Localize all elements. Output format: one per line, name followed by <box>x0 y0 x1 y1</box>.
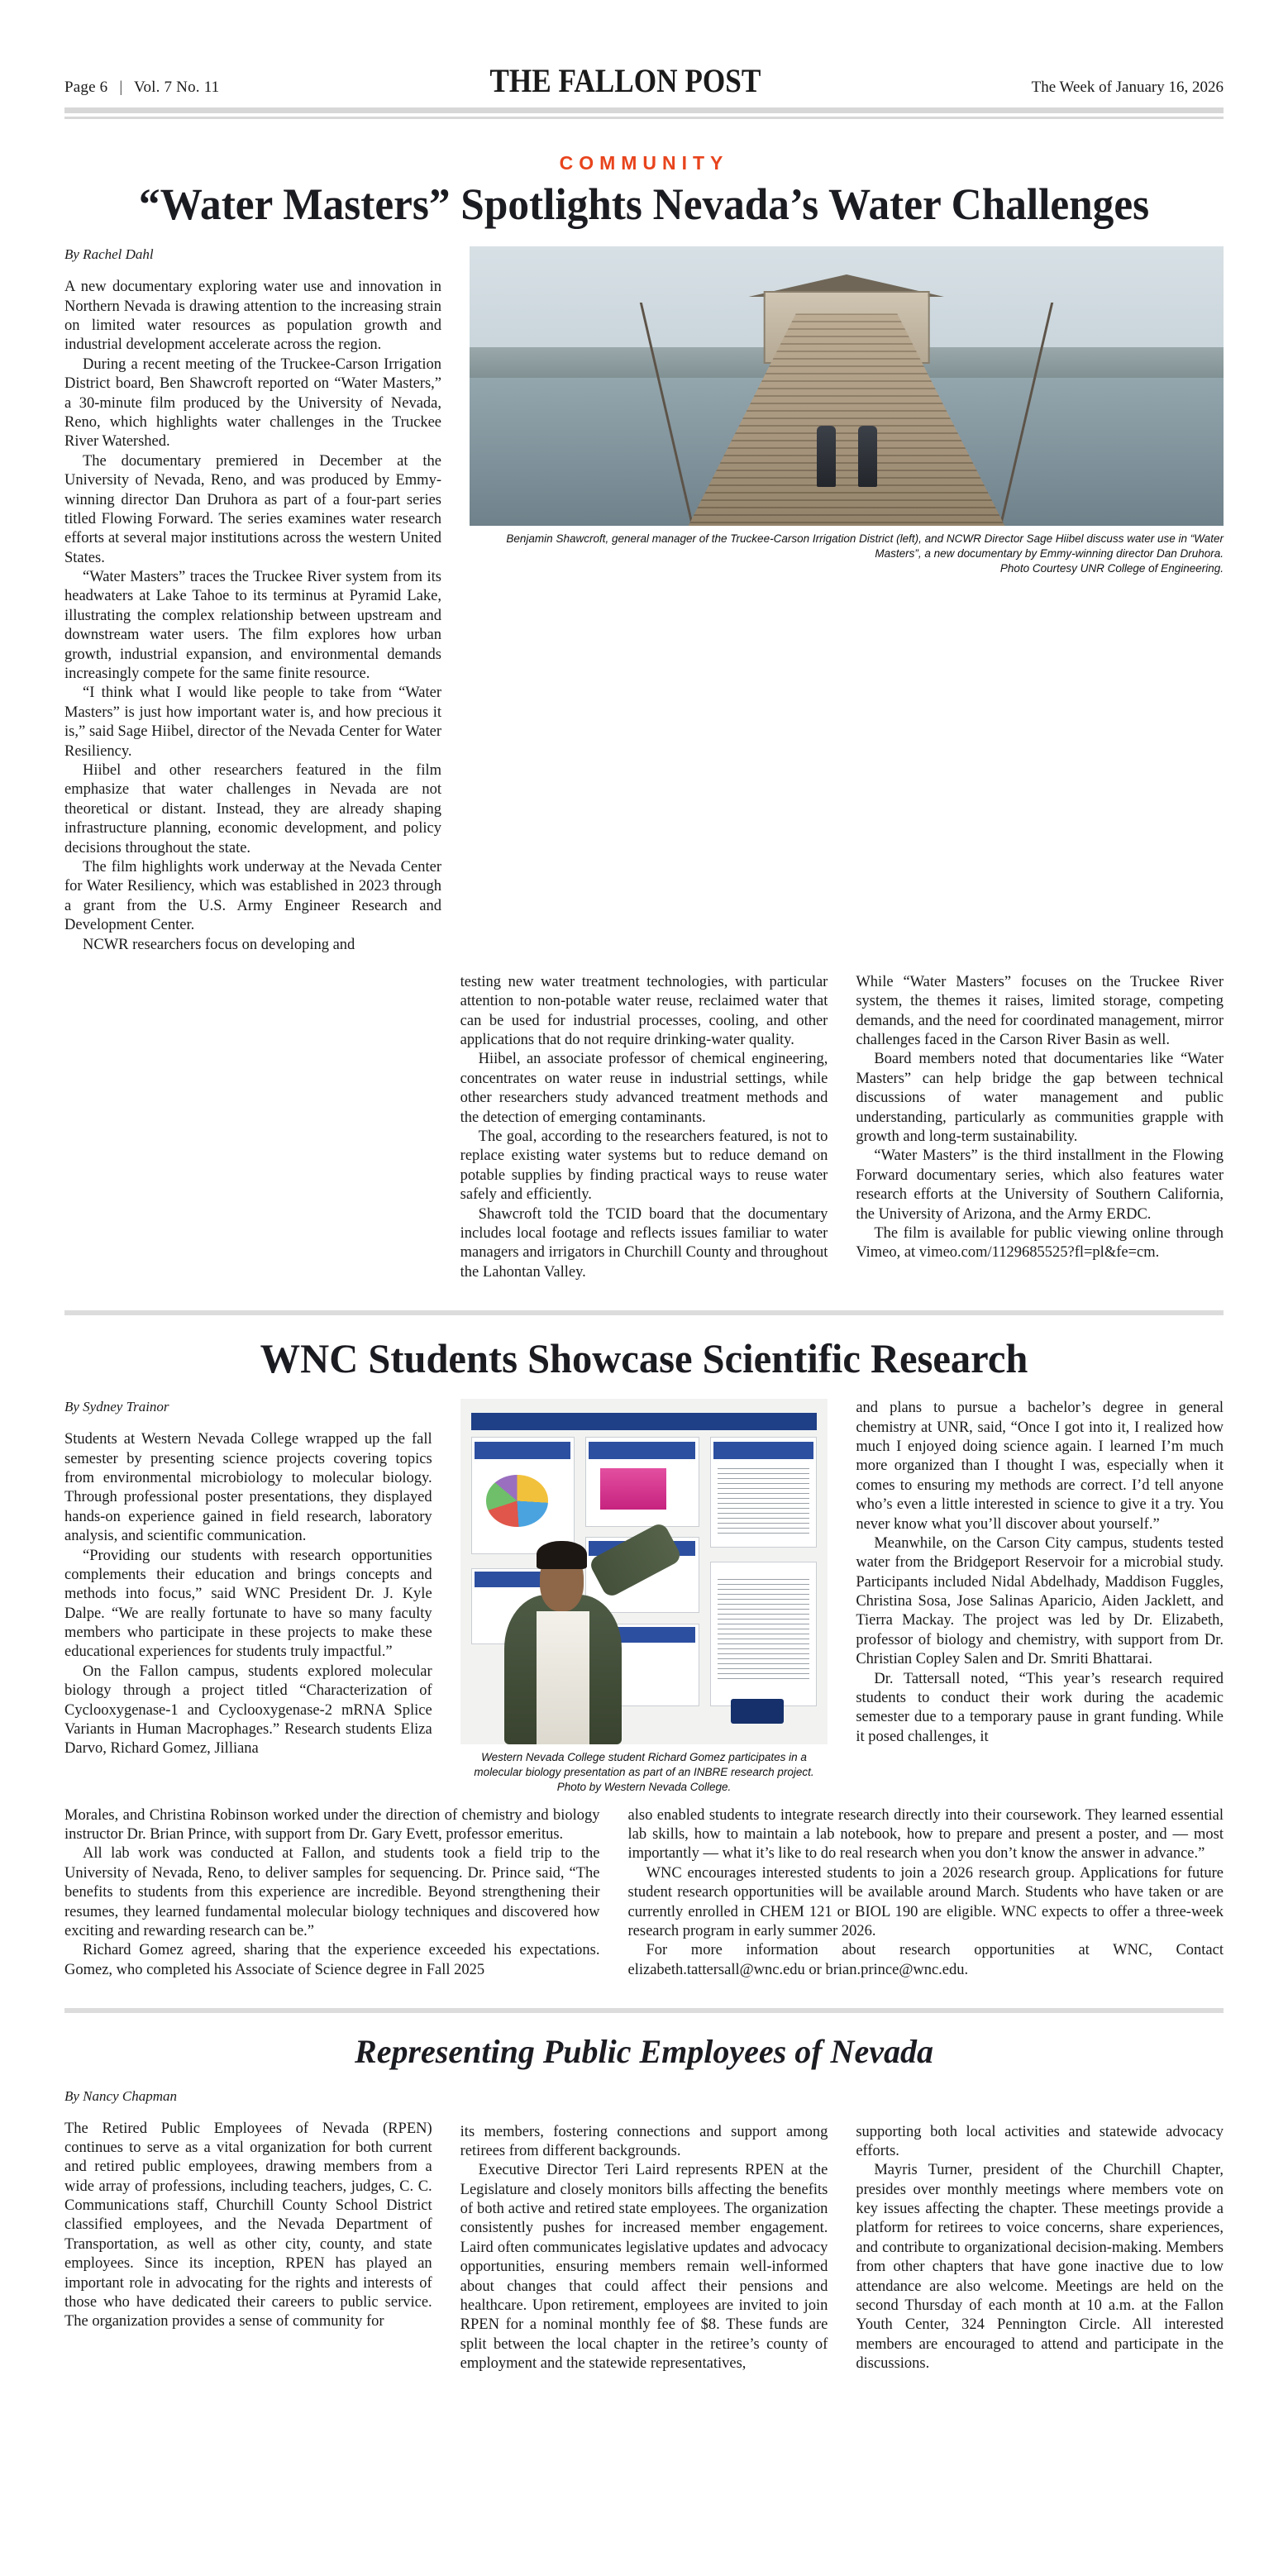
paragraph: Dr. Tattersall noted, “This year’s research required students to conduct their work during the academic semester due to a temporary pause in grant funding. While it posed challenges, it <box>856 1670 1224 1745</box>
article2-figure-caption: Western Nevada College student Richard Gomez participates in a molecular biology presentation as part of an INBRE research project. Photo by Western Nevada College. <box>474 1751 814 1793</box>
paragraph: supporting both local activities and statewide advocacy efforts. <box>856 2123 1224 2159</box>
article2-column-1 <box>64 1399 432 1794</box>
article1-column-2 <box>460 973 828 1282</box>
article2-column-3 <box>856 1399 1224 1794</box>
article-separator-2 <box>64 2008 1224 2013</box>
masthead <box>64 64 1224 103</box>
paragraph: Hiibel and other researchers featured in the film emphasize that water challenges in Nevada are not theoretical or distant. Instead, they are already shaping infrastructure planning, economic development, and policy decisions throughout the state. <box>64 762 441 856</box>
article1-headline: “Water Masters” Spotlights Nevada’s Water Challenges <box>138 179 1150 229</box>
paragraph: Richard Gomez agreed, sharing that the experience exceeded his expectations. Gomez, who completed his Associate of Science degree in Fall 2025 <box>64 1942 600 1978</box>
student-figure <box>489 1530 637 1744</box>
article1-figure-caption <box>470 532 1224 575</box>
paragraph: “Water Masters” traces the Truckee River system from its headwaters at Lake Tahoe to its terminus at Pyramid Lake, illustrating the complex relationship between upstream and downstream water users. The film explores how urban growth, industrial expansion, and environmental demands increasingly compete for the same finite resource. <box>64 569 441 683</box>
article2-wide-right <box>628 1806 1224 1981</box>
article2-top-columns <box>64 1399 1224 1794</box>
caption-text: Benjamin Shawcroft, general manager of the Truckee-Carson Irrigation District (left), and NCWR Director Sage Hiibel discuss water use in “Water Masters”, a new documentary by Emmy-winning director Dan Druhora. <box>506 532 1224 561</box>
article2-figure <box>460 1399 828 1794</box>
paragraph: “Water Masters” is the third installment in the Flowing Forward documentary series, which also features water research efforts at the University of Southern California, the University of Arizona, and the Army ERDC. <box>856 1147 1224 1223</box>
bridge-photo <box>470 246 1224 526</box>
issue-date-label: The Week of January 16, 2026 <box>1031 79 1224 96</box>
volume-issue-label: Vol. 7 No. 11 <box>133 79 220 96</box>
paragraph: During a recent meeting of the Truckee-Carson Irrigation District board, Ben Shawcroft reported on “Water Masters,” a 30-minute film produced by the University of Nevada, Reno, which highlights water challenges in the Truckee River Watershed. <box>64 355 441 451</box>
paragraph: NCWR researchers focus on developing and <box>83 936 355 953</box>
paragraph: A new documentary exploring water use and innovation in Northern Nevada is drawing attention to the increasing strain on limited water resources as population growth and industrial development accelerate across the region. <box>64 279 441 354</box>
paragraph: and plans to pursue a bachelor’s degree in general chemistry at UNR, said, “Once I got into it, I realized how much I enjoyed doing science again. I learned I’m much more organized than I thought I was, especially when it comes to ensuring my methods are correct. I’d tell anyone who’s even a little interested in science to give it a try. You never know what you’ll discover about yourself.” <box>856 1400 1224 1533</box>
article3-column-2 <box>460 2088 828 2374</box>
paragraph: WNC encourages interested students to join a 2026 research group. Applications for future student research opportunities will be available around March. Students who have taken or are currently enrolled in CHEM 121 or BIOL 190 are eligible. WNC expects to offer a three-week research program in early summer 2026. <box>627 1864 1224 1939</box>
paragraph: Board members noted that documentaries like “Water Masters” can help bridge the gap between technical discussions of water management and public understanding, particularly as communities grapple with growth and long-term sustainability. <box>856 1051 1224 1146</box>
paragraph: The documentary premiered in December at the University of Nevada, Reno, and was produced by Emmy-winning director Dan Druhora as part of a four-part series titled Flowing Forward. The series examines water research efforts at several major institutions across the western United States. <box>64 452 441 566</box>
article3-column-3 <box>856 2088 1224 2374</box>
paragraph: its members, fostering connections and support among retirees from different backgrounds. <box>460 2123 828 2159</box>
article1-top-columns <box>64 246 1224 955</box>
paragraph: While “Water Masters” focuses on the Truckee River system, the themes it raises, limited storage, competing demands, and the need for coordinated management, mirror challenges faced in the Carson River Basin as well. <box>856 973 1224 1049</box>
newspaper-title: THE FALLON POST <box>489 62 761 99</box>
paragraph: also enabled students to integrate research directly into their coursework. They learned essential lab skills, how to maintain a lab notebook, how to prepare and present a poster, and — most importantly — what it’s like to do real research when you don’t know the answer in advance.” <box>627 1806 1224 1863</box>
paragraph: testing new water treatment technologies, with particular attention to non-potable water reuse, reclaimed water that can be used for industrial processes, cooling, and other applications that do not require drinking-water quality. <box>460 973 828 1049</box>
article-separator-1 <box>64 1310 1224 1315</box>
article1-figure <box>470 246 1224 955</box>
article3-headline: Representing Public Employees of Nevada <box>355 2033 933 2071</box>
paragraph: The film is available for public viewing online through Vimeo, at vimeo.com/1129685525?fl=pl&fe=cm. <box>856 1224 1224 1262</box>
section-kicker: COMMUNITY <box>559 152 729 174</box>
masthead-rule <box>64 107 1224 119</box>
poster-presentation-photo <box>460 1399 828 1744</box>
paragraph: All lab work was conducted at Fallon, and students took a field trip to the University of Nevada, Reno, to deliver samples for sequencing. Dr. Prince said, “The benefits to students from this experience are incredible. Beyond strengthening their resumes, they learned fundamental molecular biology techniques and discovered how exciting and rewarding research can be.” <box>64 1845 600 1939</box>
article3-byline: By Nancy Chapman <box>64 2087 177 2104</box>
paragraph: Executive Director Teri Laird represents RPEN at the Legislature and closely monitors bills affecting the benefits of both active and retired state employees. The organization consistently pushes for increased member engagement. Laird often communicates legislative updates and advocacy opportunities, ensuring members remain well-informed about changes that could affect their pensions and healthcare. Upon retirement, employees are invited to join RPEN for a nominal monthly fee of $8. These funds are split between the local chapter in the retiree’s county of employment and the statewide representatives, <box>460 2162 828 2373</box>
article3-columns <box>64 2088 1224 2374</box>
paragraph: The film highlights work underway at the Nevada Center for Water Resiliency, which was established in 2023 through a grant from the U.S. Army Engineer Research and Development Center. <box>64 858 441 934</box>
page-number-label: Page 6 <box>64 79 108 96</box>
paragraph: Meanwhile, on the Carson City campus, students tested water from the Bridgeport Reservoir for a microbial study. Participants included Nidal Abdelhady, Maddison Fuggles, Christina Sosa, Jose Salinas Aparicio, Aiden Jacklett, and Tierra Mackay. The project was led by Dr. Elizabeth, professor of biology and chemistry, with support from Dr. Christian Copley Salen and Dr. Smriti Bhattarai. <box>856 1534 1224 1668</box>
article2-headline: WNC Students Showcase Scientific Research <box>260 1335 1028 1382</box>
wnc-logo <box>731 1699 784 1724</box>
article2-bottom-columns <box>64 1806 1224 1981</box>
paragraph: Students at Western Nevada College wrapped up the fall semester by presenting science projects covering topics from environmental microbiology to molecular biology. Through professional poster presentations, they displayed hands-on experience gained in field research, laboratory analysis, and scientific communication. <box>64 1431 432 1545</box>
photo-credit: Photo Courtesy UNR College of Engineering. <box>999 561 1224 575</box>
paragraph: Mayris Turner, president of the Churchill Chapter, presides over monthly meetings where members vote on key issues affecting the chapter. These meetings provide a platform for retirees to voice concerns, share experiences, and contribute to organizational decision-making. Members from other chapters that have gone inactive due to low attendance are also welcome. Meetings are held on the second Thursday of each month at 10 a.m. at the Fallon Youth Center, 324 Pennington Circle. All interested members are encouraged to attend and participate in the discussions. <box>856 2162 1224 2373</box>
paragraph: “I think what I would like people to take from “Water Masters” is just how important water is, and how precious it is,” said Sage Hiibel, director of the Nevada Center for Water Resiliency. <box>64 685 441 760</box>
article1-column-1-cont <box>64 973 432 1282</box>
article3-column-1 <box>64 2088 432 2374</box>
article1-byline: By Rachel Dahl <box>64 246 154 263</box>
article-wnc-research <box>64 1337 1224 1980</box>
paragraph: The Retired Public Employees of Nevada (RPEN) continues to serve as a vital organization for both current and retired public employees, drawing members from a wide array of professions, including teachers, judges, C. C. Communications staff, Churchill County School District classified employees, and the Nevada Department of Transportation, as well as other city, county, and state employees. Since its inception, RPEN has played an important role in advocating for the rights and interests of those who have dedicated their careers to public service. The organization provides a sense of community for <box>64 2120 432 2330</box>
article2-byline: By Sydney Trainor <box>64 1399 169 1415</box>
paragraph: Morales, and Christina Robinson worked under the direction of chemistry and biology instructor Dr. Brian Prince, with support from Dr. Gary Evett, professor emeritus. <box>64 1806 600 1843</box>
paragraph: On the Fallon campus, students explored molecular biology through a project titled “Characterization of Cyclooxygenase-1 and Cyclooxygenase-2 mRNA Splice Variants in Human Macrophages.” Research students Eliza Darvo, Richard Gomez, Jilliana <box>64 1662 432 1758</box>
article1-column-3 <box>856 973 1224 1282</box>
paragraph: The goal, according to the researchers featured, is not to replace existing water systems but to reduce demand on potable supplies by finding practical ways to reuse water safely and efficiently. <box>460 1128 828 1204</box>
article-rpen <box>64 2035 1224 2373</box>
masthead-left <box>64 79 219 97</box>
paragraph: Hiibel, an associate professor of chemical engineering, concentrates on water reuse in industrial settings, while other researchers study advanced treatment methods and the detection of emerging contaminants. <box>460 1051 828 1126</box>
masthead-separator: | <box>119 79 123 96</box>
paragraph: “Providing our students with research opportunities complements their education and brings concepts and methods into focus,” said WNC President Dr. J. Kyle Dalpe. “We are really fortunate to have so many faculty members who participate in these projects to make these educational experiences for students truly impactful.” <box>64 1547 432 1661</box>
article2-wide-left <box>64 1806 600 1981</box>
article-water-masters <box>64 152 1224 1282</box>
article1-bottom-columns <box>64 973 1224 1282</box>
paragraph: For more information about research opportunities at WNC, Contact elizabeth.tattersall@wnc.edu or brian.prince@wnc.edu. <box>627 1942 1224 1978</box>
article1-column-1 <box>64 246 441 955</box>
paragraph: Shawcroft told the TCID board that the documentary includes local footage and reflects issues familiar to water managers and irrigators in Churchill County and throughout the Lahontan Valley. <box>460 1205 828 1281</box>
